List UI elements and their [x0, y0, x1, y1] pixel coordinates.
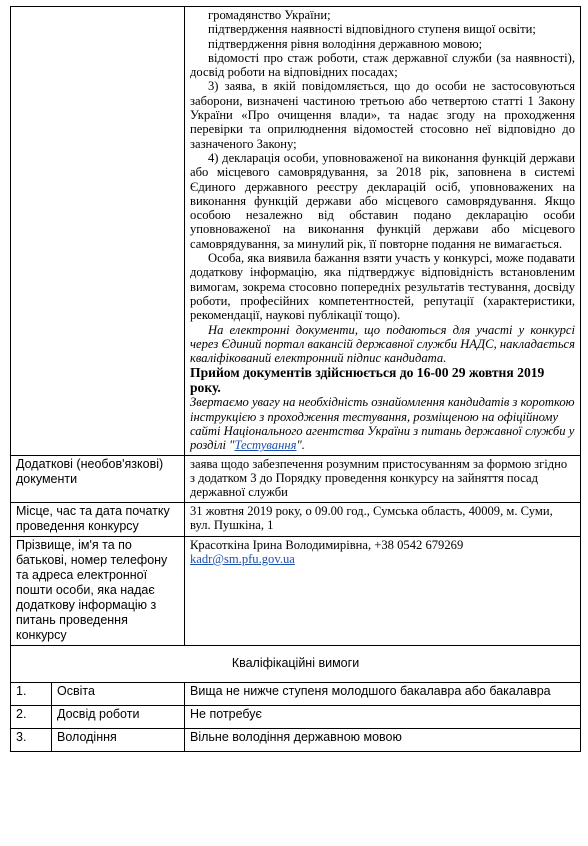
- section-header-row: [11, 645, 581, 682]
- testing-note: [190, 395, 575, 452]
- row-label: Додаткові (необов'язкові) документи: [11, 455, 185, 502]
- requirement-number: 3.: [11, 728, 52, 751]
- requirement-row: [11, 728, 581, 751]
- documents-list-cell: [185, 7, 581, 456]
- empty-label-cell: [11, 7, 185, 456]
- requirement-value: Вільне володіння державною мовою: [185, 728, 581, 751]
- paragraph: Особа, яка виявила бажання взяти участь у конкурсі, може подавати додаткову інформацію, яка підтверджує відповідність встановленим вимогам, зокрема стосовно попередніх результатів тестування, досвіду роботи, професійних компетентностей, репутації (характеристики, рекомендації, наукові публікації тощо).: [190, 251, 575, 323]
- paragraph: підтвердження наявності відповідного ступеня вищої освіти;: [208, 22, 536, 37]
- requirement-row: [11, 682, 581, 705]
- electronic-signature-note: На електронні документи, що подаються для участі у конкурсі через Єдиний портал вакансій державної служби НАДС, накладається кваліфікований електронний підпис кандидата.: [190, 322, 575, 366]
- contact-cell: [185, 536, 581, 645]
- paragraph: 3) заява, в якій повідомляється, що до особи не застосовуються заборони, визначені частиною третьою або четвертою статті 1 Закону України «Про очищення влади», та надає згоду на проходження перевірки та оприлюднення відомостей стосовно неї відповідно до зазначеного Закону;: [190, 79, 575, 151]
- requirement-name: Освіта: [52, 682, 185, 705]
- testing-note-text: Звертаємо увагу на необхідність ознайомлення кандидатів з короткою інструкцією з проходження тестування, розміщеною на офіційному сайті Національного агентства України з питань державної служби у розділі ": [190, 395, 575, 453]
- paragraph: громадянство України;: [208, 8, 331, 22]
- contact-name-phone: Красоткіна Ірина Володимирівна, +38 0542 679269: [190, 537, 464, 552]
- section-title: Кваліфікаційні вимоги: [11, 645, 581, 682]
- contact-row: [11, 536, 581, 645]
- documents-list-row: [11, 7, 581, 456]
- additional-documents-row: [11, 455, 581, 502]
- requirement-value: Не потребує: [185, 705, 581, 728]
- contact-email-link[interactable]: kadr@sm.pfu.gov.ua: [190, 551, 295, 566]
- requirement-row: [11, 705, 581, 728]
- deadline-text: Прийом документів здійснюється до 16-00 29 жовтня 2019 року.: [190, 365, 545, 396]
- testing-link[interactable]: Тестування: [234, 438, 297, 453]
- row-label: Прізвище, ім'я та по батькові, номер телефону та адреса електронної пошти особи, яка надає додаткову інформацію з питань проведення конкурсу: [11, 536, 185, 645]
- document-table: [10, 6, 581, 752]
- row-value: заява щодо забезпечення розумним пристосуванням за формою згідно з додатком 3 до Порядку проведення конкурсу на зайняття посад державної служби: [185, 455, 581, 502]
- requirement-number: 1.: [11, 682, 52, 705]
- testing-note-end: ".: [296, 438, 305, 453]
- paragraph: відомості про стаж роботи, стаж державної служби (за наявності), досвід роботи на відповідних посадах;: [190, 50, 575, 80]
- paragraph: 4) декларація особи, уповноваженої на виконання функцій держави або місцевого самоврядування, за 2018 рік, заповнена в системі Єдиного державного реєстру декларацій осіб, уповноважених на виконання функцій держави або місцевого самоврядування. Якщо особою незалежно від обставин подано декларацію особи уповноваженої на виконання функцій держави або місцевого самоврядування, за минулий рік, її повторне подання не вимагається.: [190, 150, 575, 251]
- requirement-name: Володіння: [52, 728, 185, 751]
- venue-row: [11, 502, 581, 536]
- requirement-number: 2.: [11, 705, 52, 728]
- row-label: Місце, час та дата початку проведення конкурсу: [11, 502, 185, 536]
- requirement-value: Вища не нижче ступеня молодшого бакалавра або бакалавра: [185, 682, 581, 705]
- row-value: 31 жовтня 2019 року, о 09.00 год., Сумська область, 40009, м. Суми, вул. Пушкіна, 1: [185, 502, 581, 536]
- requirement-name: Досвід роботи: [52, 705, 185, 728]
- paragraph: підтвердження рівня володіння державною мовою;: [208, 36, 483, 51]
